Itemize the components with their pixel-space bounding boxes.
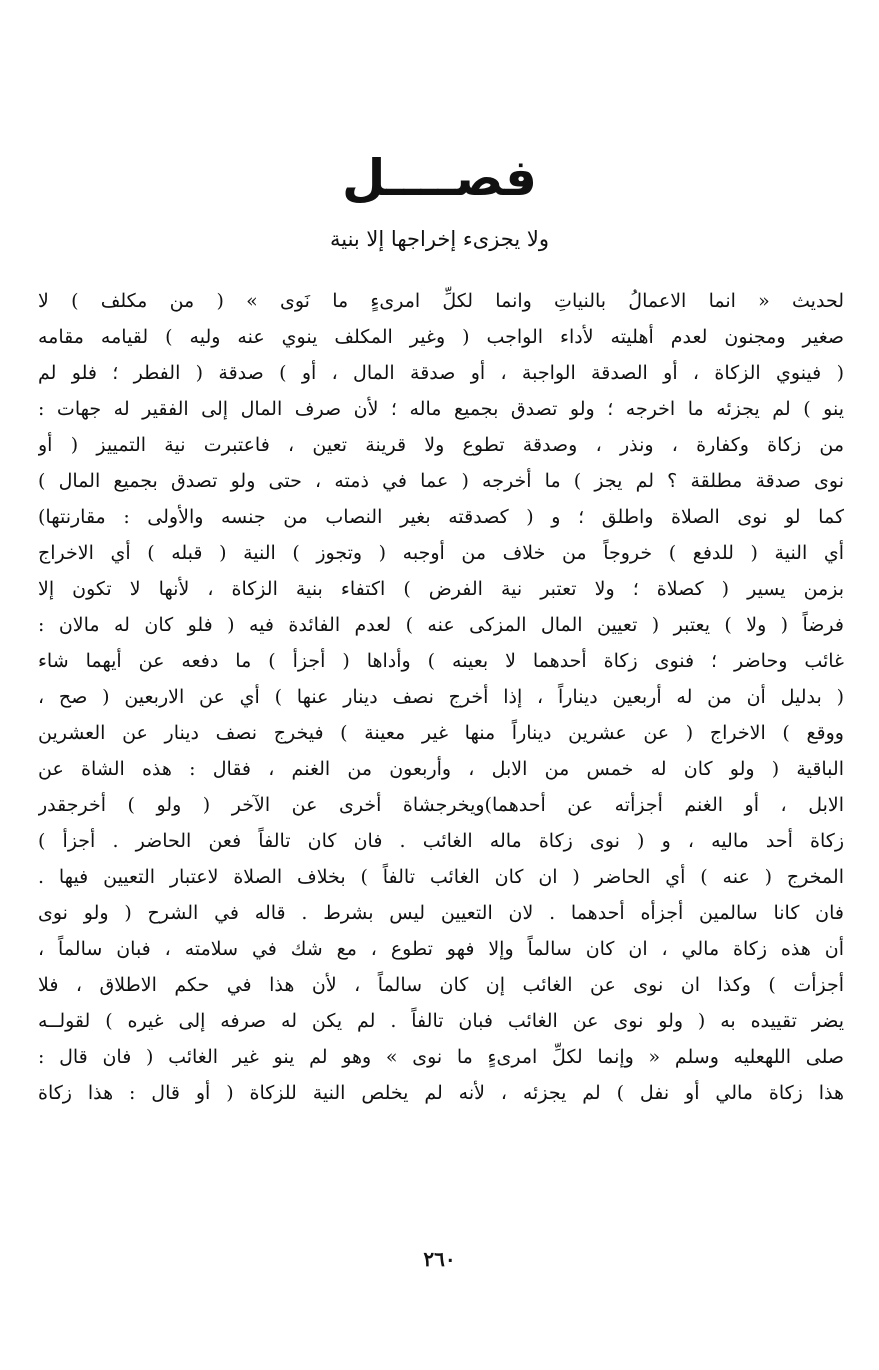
text-line: أن هذه زكاة مالي ، ان كان سالماً وإلا فهو تطوع ، مع شك في سلامته ، فبان سالماً ، xyxy=(38,938,844,960)
text-line: لحديث « انما الاعمالُ بالنياتِ وانما لكلِّ امرىءٍ ما نَوى » ( من مكلف ) لا xyxy=(38,290,844,312)
text-line: ( بدليل أن من له أربعين ديناراً ، إذا أخرج نصف دينار عنها ) أي عن الاربعين ( صح ، xyxy=(38,686,844,708)
text-line: كما لو نوى الصلاة واطلق ؛ و ( كصدقته بغير النصاب من جنسه والأولى : مقارنتها) xyxy=(38,506,844,528)
text-line: ( فينوي الزكاة ، أو الصدقة الواجبة ، أو صدقة المال ، أو ) صدقة ( الفطر ؛ فلو لم xyxy=(38,362,844,384)
page-number: ٢٦٠ xyxy=(423,1247,456,1271)
text-line: يضر تقييده به ( ولو نوى عن الغائب فبان تالفاً . لم يكن له صرفه إلى غيره ) لقولــه xyxy=(38,1010,844,1032)
text-line: صلى اللهعليه وسلم « وإنما لكلِّ امرىءٍ ما نوى » وهو لم ينو غير الغائب ( فان قال : xyxy=(38,1046,844,1068)
text-line: ينو ) لم يجزئه ما اخرجه ؛ ولو تصدق بجميع ماله ؛ لأن صرف المال إلى الفقير له جهات : xyxy=(38,398,844,420)
text-line: فرضاً ( ولا ) يعتبر ( تعيين المال المزكى عنه ) لعدم الفائدة فيه ( فلو كان له مالان : xyxy=(38,614,844,636)
text-line: الابل ، أو الغنم أجزأته عن أحدهما)ويخرجشاة أخرى عن الآخر ( ولو ) أخرجقدر xyxy=(38,794,844,816)
body-text xyxy=(38,283,844,1111)
text-line: أي النية ( للدفع ) خروجاً من خلاف من أوجبه ( وتجوز ) النية ( قبله ) أي الاخراج xyxy=(38,542,844,564)
text-line: صغير ومجنون لعدم أهليته لأداء الواجب ( وغير المكلف ينوي عنه وليه ) لقيامه مقامه xyxy=(38,326,844,348)
text-line: هذا زكاة مالي أو نفل ) لم يجزئه ، لأنه لم يخلص النية للزكاة ( أو قال : هذا زكاة xyxy=(38,1082,844,1104)
section-subtitle: ولا يجزىء إخراجها إلا بنية xyxy=(329,227,549,251)
text-line: غائب وحاضر ؛ فنوى زكاة أحدهما لا بعينه ) وأداها ( أجزأ ) ما دفعه عن أيهما شاء xyxy=(38,650,844,672)
text-line: من زكاة وكفارة ، ونذر ، وصدقة تطوع ولا قرينة تعين ، فاعتبرت نية التمييز ( أو xyxy=(38,434,844,456)
text-line: بزمن يسير ( كصلاة ؛ ولا تعتبر نية الفرض ) اكتفاء بنية الزكاة ، لأنها لا تكون إلا xyxy=(38,578,844,600)
text-line: زكاة أحد ماليه ، و ( نوى زكاة ماله الغائب . فان كان تالفاً فعن الحاضر . أجزأ ) xyxy=(38,830,844,852)
text-line: نوى صدقة مطلقة ؟ لم يجز ) ما أخرجه ( عما في ذمته ، حتى ولو تصدق بجميع المال ) xyxy=(38,470,844,492)
text-line: الباقية ( ولو كان له خمس من الابل ، وأربعون من الغنم ، فقال : هذه الشاة عن xyxy=(38,758,844,780)
text-line: أجزأت ) وكذا ان نوى عن الغائب إن كان سالماً ، لأن هذا في حكم الاطلاق ، فلا xyxy=(38,974,844,996)
text-line: ووقع ) الاخراج ( عن عشرين ديناراً منها غير معينة ) فيخرج نصف دينار عن العشرين xyxy=(38,722,844,744)
text-line: فان كانا سالمين أجزأه أحدهما . لان التعيين ليس بشرط . قاله في الشرح ( ولو نوى xyxy=(38,902,844,924)
text-line: المخرج ( عنه ) أي الحاضر ( ان كان الغائب تالفاً ) بخلاف الصلاة لاعتبار التعيين فيها . xyxy=(38,866,844,888)
chapter-title: فصــــل xyxy=(342,149,537,207)
